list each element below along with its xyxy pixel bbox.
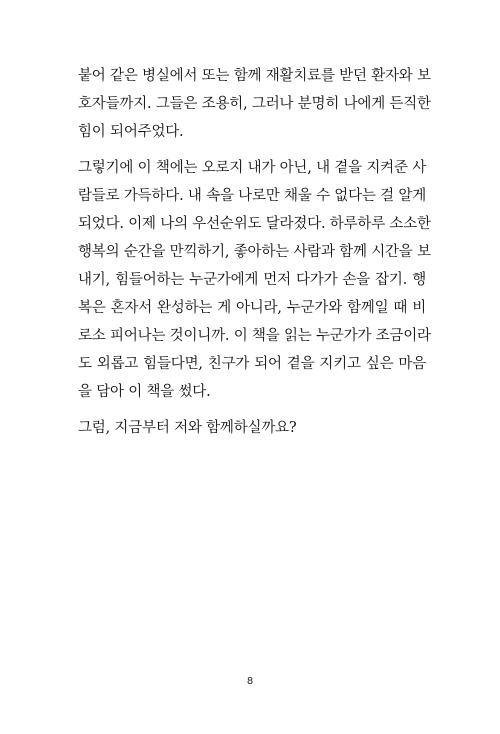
text-line: 도 외롭고 힘들다면, 친구가 되어 곁을 지키고 싶은 마음 bbox=[78, 356, 426, 372]
text-line: 되었다. 이제 나의 우선순위도 달라졌다. 하루하루 소소한 bbox=[78, 216, 431, 232]
text-line: 그렇기에 이 책에는 오로지 내가 아닌, 내 곁을 지켜준 사 bbox=[78, 160, 426, 176]
text-line: 붙어 같은 병실에서 또는 함께 재활치료를 받던 환자와 보 bbox=[78, 68, 431, 84]
paragraph-2 bbox=[78, 154, 431, 406]
text-line: 힘이 되어주었다. bbox=[78, 124, 184, 140]
paragraph-3 bbox=[78, 414, 426, 442]
paragraph-1 bbox=[78, 62, 431, 146]
text-line: 그럼, 지금부터 저와 함께하실까요? bbox=[78, 420, 297, 436]
text-line: 내기, 힘들어하는 누군가에게 먼저 다가가 손을 잡기. 행 bbox=[78, 272, 426, 288]
text-line: 호자들까지. 그들은 조용히, 그러나 분명히 나에게 든직한 bbox=[78, 96, 431, 112]
text-line: 을 담아 이 책을 썼다. bbox=[78, 384, 211, 400]
text-line: 복은 혼자서 완성하는 게 아니라, 누군가와 함께일 때 비 bbox=[78, 300, 426, 316]
text-line: 행복의 순간을 만끽하기, 좋아하는 사람과 함께 시간을 보 bbox=[78, 244, 431, 260]
page-number: 8 bbox=[246, 676, 254, 687]
body-text bbox=[78, 62, 431, 450]
text-line: 람들로 가득하다. 내 속을 나로만 채울 수 없다는 걸 알게 bbox=[78, 188, 426, 204]
text-line: 로소 피어나는 것이니까. 이 책을 읽는 누군가가 조금이라 bbox=[78, 328, 431, 344]
